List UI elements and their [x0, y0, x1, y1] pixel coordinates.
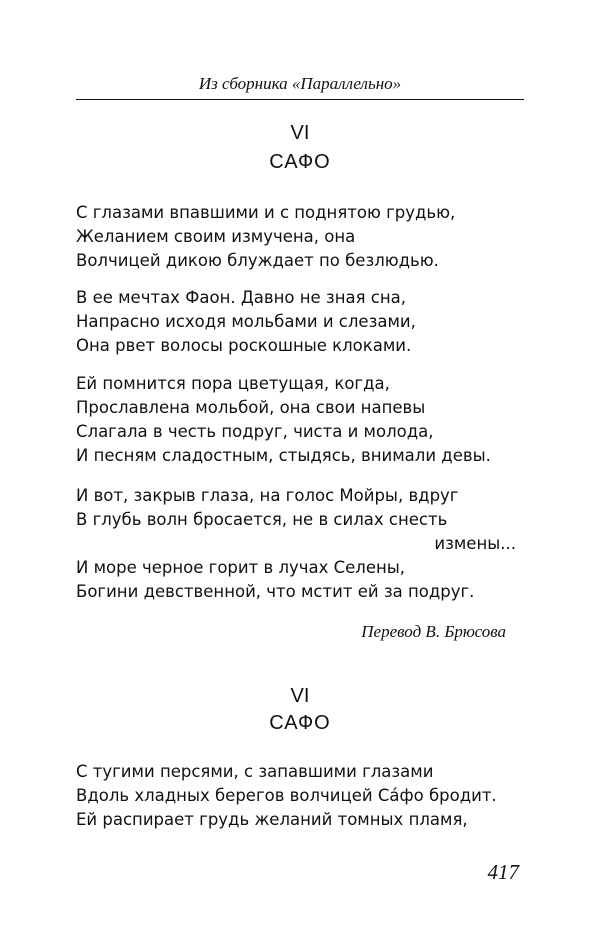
verse-line-continuation: измены...	[434, 534, 516, 553]
poem-2-stanza-1	[76, 760, 524, 832]
verse-line: Она рвет волосы роскошные клоками.	[76, 336, 412, 355]
verse-line: Прославлена мольбой, она свои напевы	[76, 398, 426, 417]
poem-1-stanza-4	[76, 484, 524, 604]
running-head: Из сборника «Параллельно»	[198, 74, 402, 93]
poem-2-number: VI	[290, 685, 310, 707]
poem-2-title: САФО	[269, 712, 331, 734]
poem-1-stanza-2	[76, 286, 524, 358]
translator-credit: Перевод В. Брюсова	[361, 622, 506, 641]
verse-line: С глазами впавшими и с поднятою грудью,	[76, 203, 456, 222]
poem-1-title: САФО	[269, 151, 331, 173]
poem-1-stanza-3	[76, 372, 524, 468]
verse-line: Слагала в честь подруг, чиста и молода,	[76, 422, 434, 441]
verse-line: Вдоль хладных берегов волчицей Сáфо бродит.	[76, 786, 497, 805]
verse-line: Напрасно исходя мольбами и слезами,	[76, 312, 416, 331]
header-rule	[76, 99, 524, 100]
poem-1-number: VI	[290, 122, 310, 144]
verse-line: С тугими персями, с запавшими глазами	[76, 762, 434, 781]
verse-line: Ей помнится пора цветущая, когда,	[76, 374, 390, 393]
verse-line: Волчицей дикою блуждает по безлюдью.	[76, 251, 439, 270]
verse-line: Богини девственной, что мстит ей за подруг.	[76, 582, 475, 601]
verse-line: И вот, закрыв глаза, на голос Мойры, вдруг	[76, 486, 459, 505]
verse-line: И море черное горит в лучах Селены,	[76, 558, 406, 577]
poem-1-stanza-1	[76, 201, 524, 273]
verse-line: В глубь волн бросается, не в силах снесть	[76, 510, 448, 529]
page-number: 417	[487, 860, 519, 884]
verse-line: В ее мечтах Фаон. Давно не зная сна,	[76, 288, 406, 307]
verse-line: Ей распирает грудь желаний томных пламя,	[76, 810, 468, 829]
verse-line: И песням сладостным, стыдясь, внимали девы.	[76, 446, 491, 465]
verse-line: Желанием своим измучена, она	[76, 227, 356, 246]
